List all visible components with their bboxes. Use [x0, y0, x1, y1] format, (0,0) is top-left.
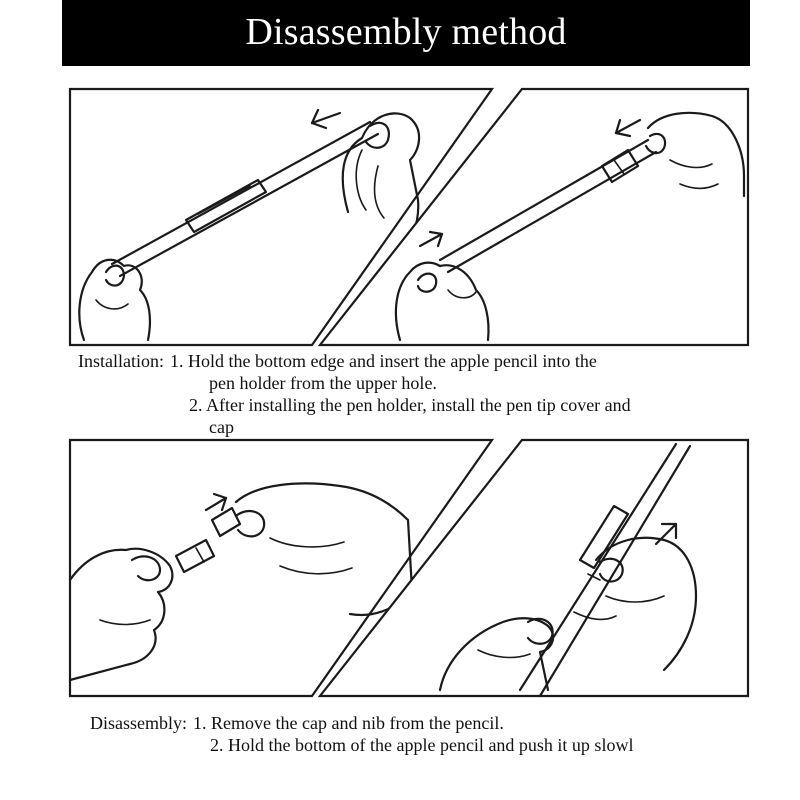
disassembly-label: Disassembly: [90, 713, 187, 733]
disassembly-step-2: 2. Hold the bottom of the apple pencil and push it up slowl [210, 735, 634, 755]
installation-step-2-cont: cap [209, 417, 234, 437]
installation-step-2: 2. After installing the pen holder, install the pen tip cover and [189, 395, 631, 415]
page-title: Disassembly method [245, 11, 567, 53]
installation-label: Installation: [78, 351, 164, 371]
disassembly-instructions [90, 712, 633, 756]
disassembly-step-1: 1. Remove the cap and nib from the pencil. [193, 713, 504, 733]
installation-step-1-cont: pen holder from the upper hole. [209, 373, 437, 393]
installation-step-1: 1. Hold the bottom edge and insert the apple pencil into the [169, 351, 597, 371]
